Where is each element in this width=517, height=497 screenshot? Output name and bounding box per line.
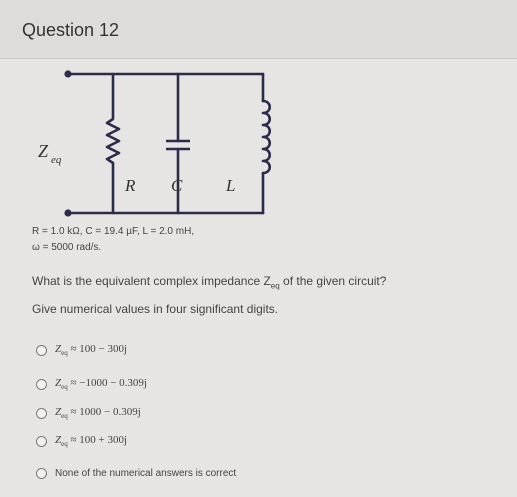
resistor-symbol: [107, 74, 119, 213]
given-values-line2: ω = 5000 rad/s.: [32, 242, 102, 253]
answer-option[interactable]: [36, 376, 147, 392]
question-content: [0, 59, 517, 497]
given-values-line1: R = 1.0 kΩ, C = 19.4 µF, L = 2.0 mH,: [32, 226, 195, 237]
radio-button[interactable]: [36, 436, 47, 447]
answer-option[interactable]: [36, 342, 127, 358]
option-expression: $Z_{eq} \approx 1000 - 0.309j$: [55, 405, 141, 421]
question-prompt-line2: Give numerical values in four significant digits.: [32, 302, 279, 316]
question-title: Question 12: [22, 20, 120, 40]
answer-option[interactable]: [36, 405, 141, 421]
inductor-label: L: [226, 176, 236, 195]
question-header: [0, 0, 517, 59]
option-expression: $Z_{eq} \approx 100 + 300j$: [55, 433, 128, 449]
zeq-subscript: eq: [51, 154, 62, 166]
inductor-symbol: [263, 101, 270, 173]
terminal-bottom: [64, 209, 71, 216]
answer-option[interactable]: [36, 433, 127, 449]
resistor-label: R: [125, 176, 136, 195]
radio-button[interactable]: [36, 468, 47, 479]
radio-button[interactable]: [36, 379, 47, 390]
zeq-label: Z: [38, 141, 49, 161]
option-expression: $Z_{eq} \approx 100 - 300j$: [55, 342, 128, 358]
option-text: None of the numerical answers is correct: [55, 467, 237, 479]
question-prompt-line1: What is the equivalent complex impedance $Z_{eq}$ of the given circuit?: [32, 274, 387, 291]
capacitor-label: C: [171, 176, 183, 195]
terminal-top: [64, 70, 71, 77]
answer-option[interactable]: [36, 465, 236, 481]
option-expression: $Z_{eq} \approx -1000 - 0.309j$: [55, 376, 147, 392]
radio-button[interactable]: [36, 345, 47, 356]
radio-button[interactable]: [36, 408, 47, 419]
